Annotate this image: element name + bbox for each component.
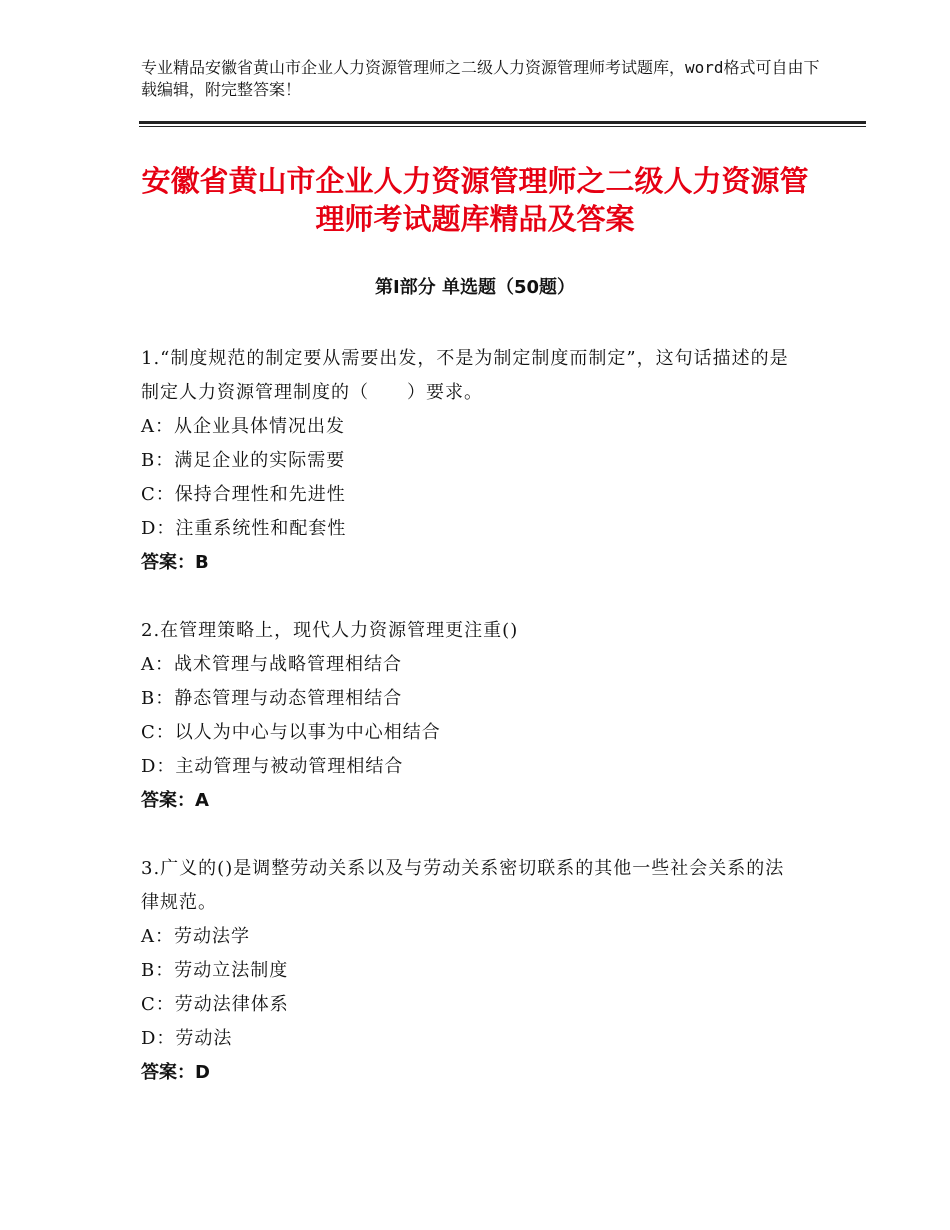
option-d: D：劳动法 [141,1028,233,1049]
option-d: D：注重系统性和配套性 [141,518,347,539]
document-title: 安徽省黄山市企业人力资源管理师之二级人力资源管理师考试题库精品及答案 [141,164,809,236]
answer: 答案：A [141,790,209,811]
section-title: 第Ⅰ部分 单选题（50题） [374,277,575,298]
option-b: B：劳动立法制度 [141,960,289,981]
question-stem: 3.广义的()是调整劳动关系以及与劳动关系密切联系的其他一些社会关系的法律规范。 [141,858,785,913]
option-b: B：静态管理与动态管理相结合 [141,688,403,709]
option-c: C：保持合理性和先进性 [141,484,346,505]
header-note: 专业精品安徽省黄山市企业人力资源管理师之二级人力资源管理师考试题库，word格式可自由下载编辑，附完整答案！ [141,58,820,99]
question-2 [141,614,801,818]
header-rule-thin [139,126,866,127]
question-3 [141,852,801,1090]
answer: 答案：D [141,1062,210,1083]
answer: 答案：B [141,552,209,573]
option-a: A：从企业具体情况出发 [141,416,345,437]
question-list [141,342,801,1124]
question-stem: 2.在管理策略上，现代人力资源管理更注重() [141,620,519,641]
option-d: D：主动管理与被动管理相结合 [141,756,404,777]
question-1 [141,342,801,580]
header-rule-thick [139,121,866,124]
option-a: A：战术管理与战略管理相结合 [141,654,402,675]
option-a: A：劳动法学 [141,926,250,947]
question-stem: 1.“制度规范的制定要从需要出发，不是为制定制度而制定”，这句话描述的是制定人力资源管理制度的（ ）要求。 [141,348,789,403]
option-b: B：满足企业的实际需要 [141,450,346,471]
option-c: C：劳动法律体系 [141,994,289,1015]
option-c: C：以人为中心与以事为中心相结合 [141,722,441,743]
